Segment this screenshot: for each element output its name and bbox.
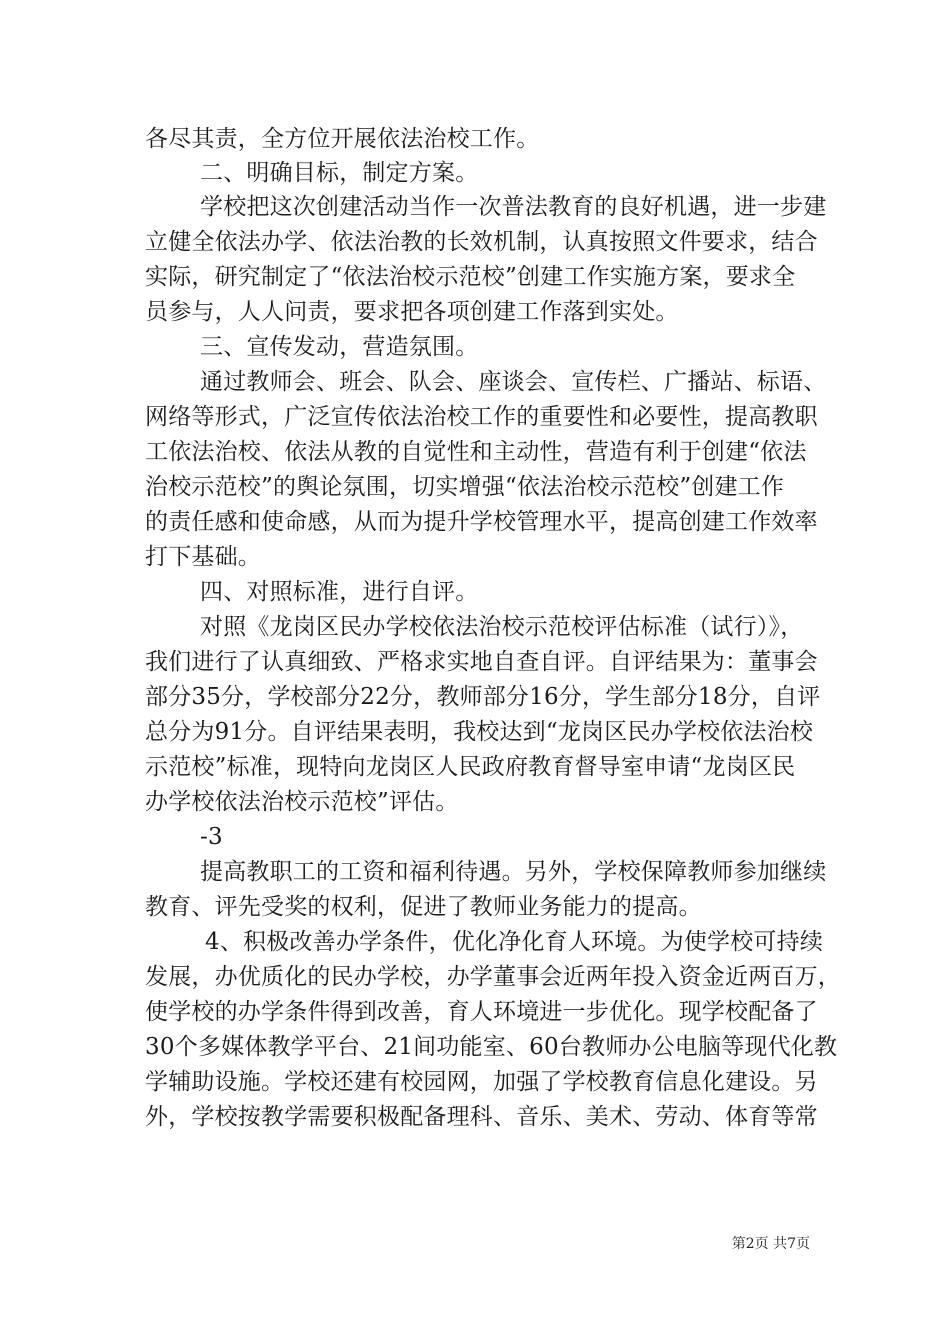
body-line: 30个多媒体教学平台、21间功能室、60台教师办公电脑等现代化教 — [145, 1034, 838, 1060]
body-line: 通过教师会、班会、队会、座谈会、宣传栏、广播站、标语、 — [200, 369, 827, 395]
body-line: 办学校依法治校示范校”评估。 — [145, 789, 459, 815]
section-heading: 二、明确目标，制定方案。 — [200, 160, 479, 186]
body-line: 对照《龙岗区民办学校依法治校示范校评估标准（试行）》， — [200, 614, 804, 640]
body-line: 实际，研究制定了“依法治校示范校”创建工作实施方案，要求全 — [145, 264, 796, 290]
body-line: 各尽其责，全方位开展依法治校工作。 — [145, 126, 540, 152]
body-line: 示范校”标准，现特向龙岗区人民政府教育督导室申请“龙岗区民 — [145, 754, 796, 780]
body-line: 我们进行了认真细致、严格求实地自查自评。自评结果为：董事会 — [145, 649, 818, 675]
body-line: 总分为91分。自评结果表明，我校达到“龙岗区民办学校依法治校 — [145, 719, 814, 745]
page-footer: 第2页 共7页 — [731, 1236, 810, 1252]
body-line: 立健全依法办学、依法治教的长效机制，认真按照文件要求，结合 — [145, 229, 818, 255]
body-line: 的责任感和使命感，从而为提升学校管理水平，提高创建工作效率 — [145, 509, 818, 535]
body-line: 员参与，人人问责，要求把各项创建工作落到实处。 — [145, 299, 679, 325]
body-line: 打下基础。 — [145, 544, 261, 570]
body-line: 提高教职工的工资和福利待遇。另外，学校保障教师参加继续 — [200, 859, 827, 885]
body-line: 教育、评先受奖的权利，促进了教师业务能力的提高。 — [145, 894, 702, 920]
body-line: 发展，办优质化的民办学校，办学董事会近两年投入资金近两百万， — [145, 964, 841, 990]
section-heading: 三、宣传发动，营造氛围。 — [200, 334, 479, 360]
body-line: 部分35分，学校部分22分，教师部分16分，学生部分18分，自评 — [145, 684, 821, 710]
body-line: 网络等形式，广泛宣传依法治校工作的重要性和必要性，提高教职 — [145, 404, 818, 430]
body-line: 治校示范校”的舆论氛围，切实增强“依法治校示范校”创建工作 — [145, 474, 785, 500]
section-heading: 四、对照标准，进行自评。 — [200, 579, 479, 605]
body-line: 工依法治校、依法从教的自觉性和主动性，营造有利于创建“依法 — [145, 439, 807, 465]
body-line: 使学校的办学条件得到改善，育人环境进一步优化。现学校配备了 — [145, 999, 818, 1025]
body-line: 学辅助设施。学校还建有校园网，加强了学校教育信息化建设。另 — [145, 1069, 818, 1095]
body-line: 学校把这次创建活动当作一次普法教育的良好机遇，进一步建 — [200, 194, 827, 220]
body-line: 4、积极改善办学条件，优化净化育人环境。为使学校可持续 — [205, 929, 824, 955]
body-line: 外，学校按教学需要积极配备理科、音乐、美术、劳动、体育等常 — [145, 1104, 818, 1130]
page-marker: -3 — [200, 824, 223, 850]
